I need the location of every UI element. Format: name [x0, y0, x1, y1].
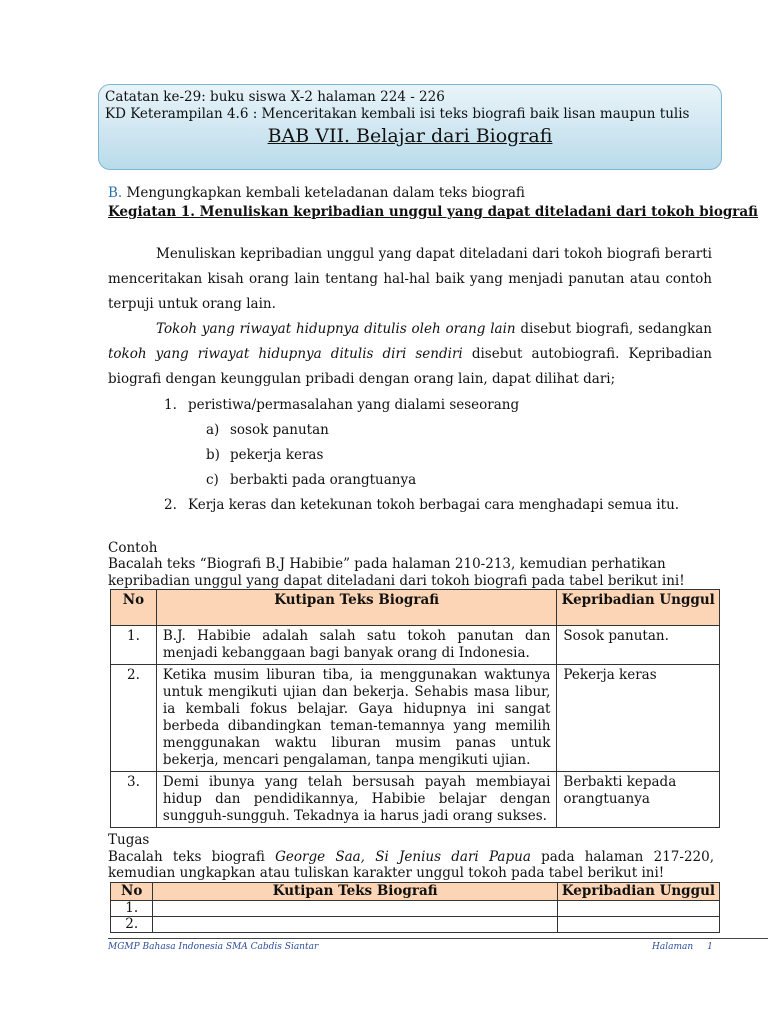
footer-page-label: Halaman [652, 942, 694, 952]
cell-kutipan: Demi ibunya yang telah bersusah payah membiayai hidup dan pendidikannya, Habibie belajar dengan sungguh-sungguh. Tekadnya ia harus jadi orang sukses. [156, 772, 557, 828]
tugas-italic-title: George Saa, Si Jenius dari Papua [275, 849, 531, 865]
cell-kutipan [153, 917, 557, 933]
list-subitem-a [206, 422, 329, 438]
cell-no: 1. [111, 626, 157, 665]
list-item-2 [164, 497, 679, 513]
cell-no: 1. [111, 901, 153, 917]
footer-right [652, 942, 713, 952]
list-text: Kerja keras dan ketekunan tokoh berbagai cara menghadapi semua itu. [188, 497, 680, 513]
section-title: Mengungkapkan kembali keteladanan dalam teks biografi [126, 185, 525, 201]
table-header-row [111, 590, 720, 626]
cell-kepribadian: Berbakti kepada orangtuanya [557, 772, 720, 828]
list-marker: 2. [164, 497, 177, 513]
cell-kutipan [153, 901, 557, 917]
para2-italic-2: tokoh yang riwayat hidupnya ditulis diri sendiri [108, 346, 463, 362]
list-marker: a) [206, 422, 220, 438]
paragraph-2-text [108, 317, 712, 392]
para2-text-2: disebut autobiografi. Kepribadian biografi dengan keunggulan pribadi dengan orang lain, dapat dilihat dari; [108, 346, 712, 387]
list-marker: c) [206, 472, 219, 488]
cell-no: 3. [111, 772, 157, 828]
cell-kepribadian [557, 917, 719, 933]
list-text: pekerja keras [230, 447, 324, 463]
contoh-heading: Contoh [108, 540, 158, 556]
col-no-header: No [111, 883, 153, 901]
table-row [111, 901, 720, 917]
paragraph-1 [108, 242, 712, 317]
kegiatan-heading: Kegiatan 1. Menuliskan kepribadian unggul yang dapat diteladani dari tokoh biografi [108, 204, 758, 220]
footer-divider [108, 938, 768, 939]
cell-kutipan: Ketika musim liburan tiba, ia menggunakan waktunya untuk mengikuti ujian dan bekerja. Sehabis masa libur, ia kembali fokus belajar. Gaya hidupnya ini sangat berbeda dibandingkan teman-temannya yang memilih menggunakan waktu liburan musim panas untuk bekerja, mencari pengalaman, tanpa mengikuti ujian. [156, 665, 557, 772]
list-subitem-b [206, 447, 323, 463]
col-no-header: No [111, 590, 157, 626]
para2-text-1: disebut biografi, sedangkan [515, 321, 712, 337]
example-table [110, 589, 720, 828]
cell-kutipan: B.J. Habibie adalah salah satu tokoh panutan dan menjadi kebanggaan bagi banyak orang di Indonesia. [156, 626, 557, 665]
table-row [111, 917, 720, 933]
table-header-row [111, 883, 720, 901]
cell-no: 2. [111, 665, 157, 772]
col-kepribadian-header: Kepribadian Unggul [557, 590, 720, 626]
tugas-text-1: Bacalah teks biografi [108, 849, 276, 865]
table-row [111, 772, 720, 828]
tugas-heading: Tugas [108, 832, 150, 848]
kd-line: KD Keterampilan 4.6 : Menceritakan kembali isi teks biografi baik lisan maupun tulis [105, 106, 690, 122]
list-text: berbakti pada orangtuanya [230, 472, 417, 488]
list-subitem-c [206, 472, 416, 488]
list-marker: b) [206, 447, 220, 463]
table-row [111, 665, 720, 772]
list-text: peristiwa/permasalahan yang dialami seseorang [188, 397, 520, 413]
para2-italic-1: Tokoh yang riwayat hidupnya ditulis oleh orang lain [156, 321, 516, 337]
task-table [110, 882, 720, 933]
section-heading [108, 185, 525, 201]
col-kutipan-header: Kutipan Teks Biografi [153, 883, 557, 901]
catatan-line: Catatan ke-29: buku siswa X-2 halaman 224 - 226 [105, 89, 445, 105]
list-item-1 [164, 397, 519, 413]
cell-kepribadian: Pekerja keras [557, 665, 720, 772]
table-row [111, 626, 720, 665]
list-marker: 1. [164, 397, 177, 413]
section-letter: B. [108, 185, 123, 201]
page-number: 1 [707, 942, 713, 952]
cell-kepribadian [557, 901, 719, 917]
paragraph-2 [108, 317, 712, 392]
list-text: sosok panutan [230, 422, 329, 438]
cell-no: 2. [111, 917, 153, 933]
col-kutipan-header: Kutipan Teks Biografi [156, 590, 557, 626]
cell-kepribadian: Sosok panutan. [557, 626, 720, 665]
footer-left: MGMP Bahasa Indonesia SMA Cabdis Siantar [108, 942, 319, 952]
tugas-text-2: pada halaman 217-220, kemudian ungkapkan atau tuliskan karakter unggul tokoh pada tabel berikut ini! [108, 849, 714, 881]
paragraph-1-text: Menuliskan kepribadian unggul yang dapat diteladani dari tokoh biografi berarti menceritakan kisah orang lain tentang hal-hal baik yang menjadi panutan atau contoh terpuji untuk orang lain. [108, 246, 712, 312]
chapter-title: BAB VII. Belajar dari Biografi [267, 125, 553, 147]
contoh-text: Bacalah teks “Biografi B.J Habibie” pada halaman 210-213, kemudian perhatikan kepribadian unggul yang dapat diteladani dari tokoh biografi pada tabel berikut ini! [108, 556, 685, 589]
header-box [98, 84, 722, 170]
tugas-text [108, 849, 714, 881]
col-kepribadian-header: Kepribadian Unggul [557, 883, 719, 901]
